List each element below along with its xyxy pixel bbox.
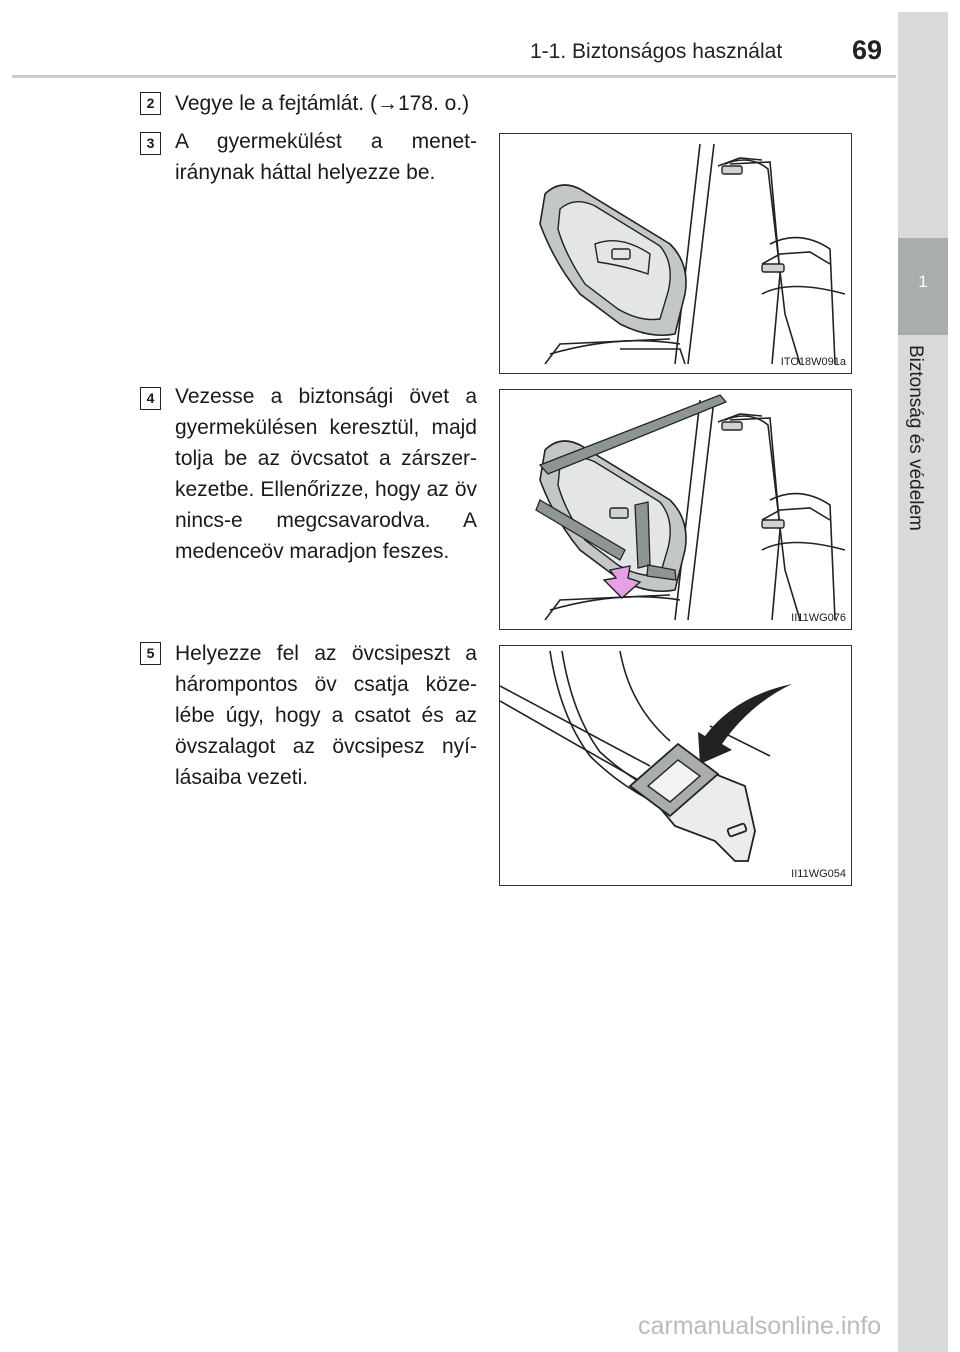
step-number-5: 5 [140, 642, 161, 665]
watermark-text: carmanualsonline.info [638, 1312, 882, 1340]
page-number: 69 [852, 35, 883, 65]
locking-clip-illustration [500, 646, 852, 886]
chapter-side-tab [898, 12, 948, 1352]
step-number-2: 2 [140, 92, 161, 115]
figure-code: II11WG054 [791, 868, 846, 880]
step-text-5: Helyezze fel az övcsipeszt a hárompontos öv csatja köze-lébe úgy, hogy a csatot és az övszalagot az övcsipesz nyí-lásaiba vezeti. [175, 642, 477, 789]
figure-child-seat-rear-facing [499, 133, 852, 374]
section-title: 1-1. Biztonságos használat [530, 40, 783, 63]
step-text-2: Vegye le a fejtámlát. (→178. o.) [175, 92, 470, 115]
figure-locking-clip [499, 645, 852, 886]
figure-code: II11WG076 [791, 612, 846, 624]
figure-code: ITO18W091a [780, 356, 846, 368]
chapter-number: 1 [918, 272, 928, 291]
belt-routing-illustration [500, 390, 852, 630]
header-divider [12, 75, 896, 78]
step-text-4: Vezesse a biztonsági övet a gyermekülésen keresztül, majd tolja be az övcsatot a zárszer-kezetbe. Ellenőrizze, hogy az öv nincs-e megcsavarodva. A medenceöv maradjon feszes. [175, 385, 477, 563]
step-text-3: A gyermekülést a menet-iránynak háttal helyezze be. [175, 130, 477, 184]
chapter-title: Biztonság és védelem [905, 345, 926, 531]
child-seat-rear-facing-illustration [500, 134, 852, 374]
step-number-3: 3 [140, 132, 161, 155]
figure-belt-through-child-seat [499, 389, 852, 630]
step-number-4: 4 [140, 387, 161, 410]
